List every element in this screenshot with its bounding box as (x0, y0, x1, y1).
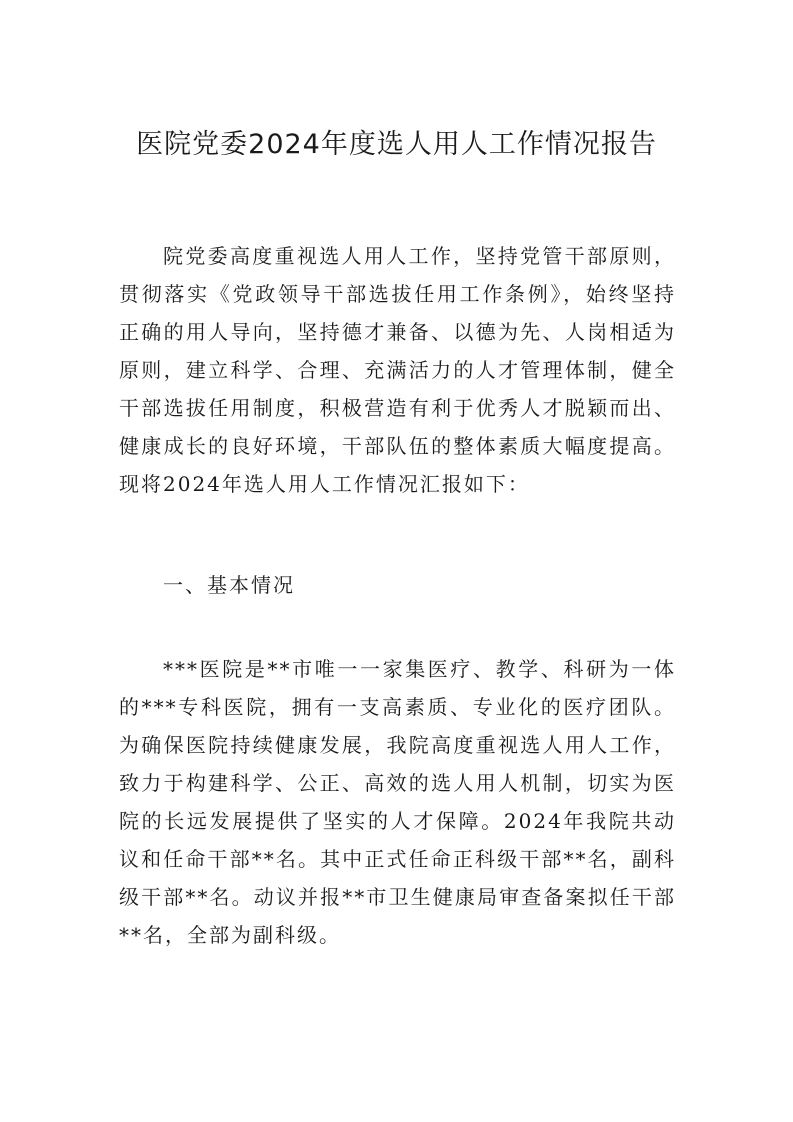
basic-situation-paragraph: ***医院是**市唯一一家集医疗、教学、科研为一体的***专科医院，拥有一支高素质、专业化的医疗团队。为确保医院持续健康发展，我院高度重视选人用人工作，致力于构建科学、公正、高效的选人用人机制，切实为医院的长远发展提供了坚实的人才保障。2024年我院共动议和任命干部**名。其中正式任命正科级干部**名，副科级干部**名。动议并报**市卫生健康局审查备案拟任干部**名，全部为副科级。 (119, 657, 676, 947)
document-title: 医院党委2024年度选人用人工作情况报告 (136, 129, 657, 160)
section-heading-basic-situation: 一、基本情况 (163, 573, 295, 597)
intro-paragraph: 院党委高度重视选人用人工作，坚持党管干部原则，贯彻落实《党政领导干部选拔任用工作条例》，始终坚持正确的用人导向，坚持德才兼备、以德为先、人岗相适为原则，建立科学、合理、充满活力的人才管理体制，健全干部选拔任用制度，积极营造有利于优秀人才脱颖而出、健康成长的良好环境，干部队伍的整体素质大幅度提高。现将2024年选人用人工作情况汇报如下： (119, 244, 676, 496)
